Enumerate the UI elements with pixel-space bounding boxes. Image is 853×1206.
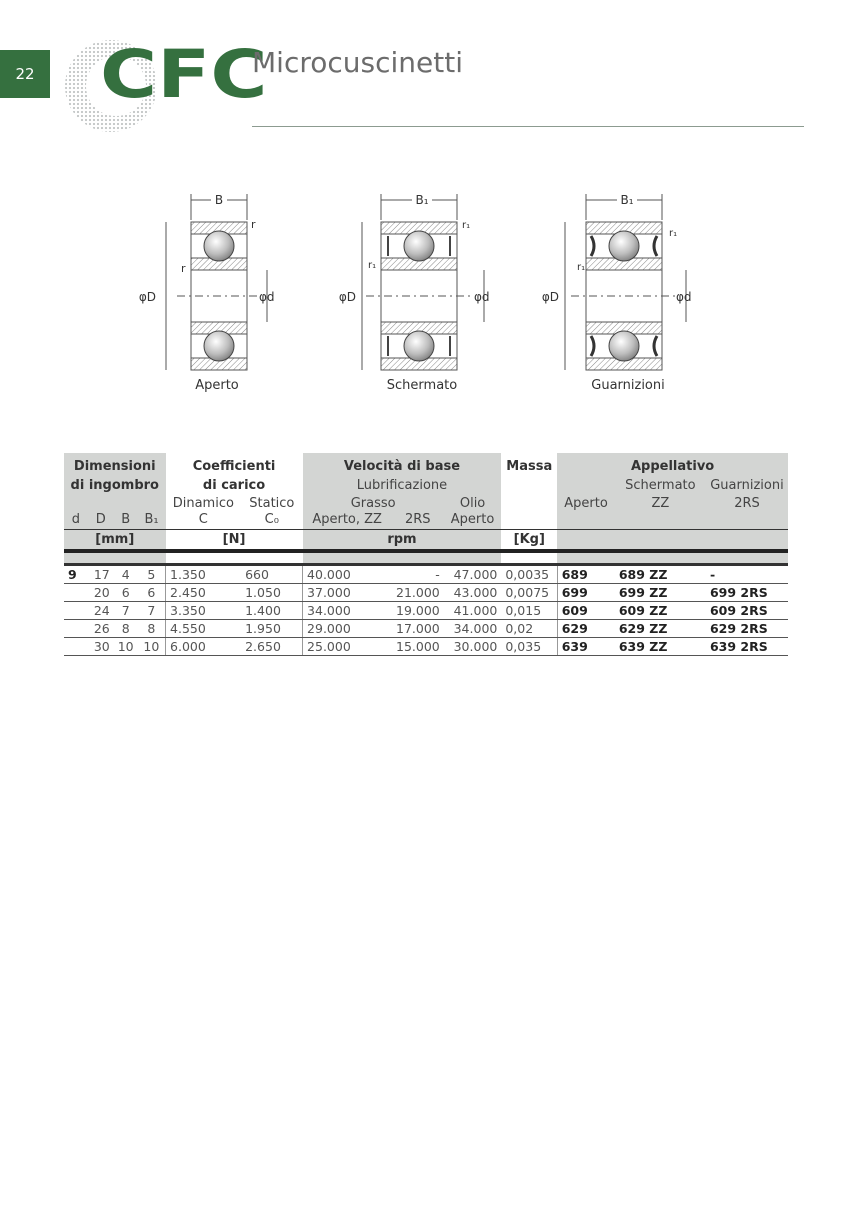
header-c0: C₀ — [241, 511, 302, 529]
cell-B: 10 — [114, 638, 138, 656]
svg-text:r₁: r₁ — [669, 228, 678, 239]
header-schermato-code: ZZ — [615, 495, 706, 511]
cell-grasso-zz: 40.000 — [303, 566, 392, 584]
caption-aperto: Aperto — [195, 378, 239, 393]
header-dinamico: Dinamico — [166, 495, 242, 511]
cell-schermato: 639 ZZ — [615, 638, 706, 656]
cell-D: 24 — [88, 602, 114, 620]
cell-olio: 43.000 — [444, 584, 502, 602]
cell-guarnizioni: 639 2RS — [706, 638, 788, 656]
header-guarnizioni-code: 2RS — [706, 495, 788, 511]
header-statico: Statico — [241, 495, 302, 511]
cell-c: 3.350 — [166, 602, 242, 620]
header-2rs: 2RS — [392, 511, 444, 529]
cell-massa: 0,015 — [501, 602, 557, 620]
header-guarnizioni: Guarnizioni — [706, 475, 788, 495]
cell-aperto: 609 — [557, 602, 615, 620]
cell-guarnizioni: 699 2RS — [706, 584, 788, 602]
cell-olio: 34.000 — [444, 620, 502, 638]
header-col-d: d — [64, 511, 88, 529]
cell-B1: 7 — [138, 602, 166, 620]
cell-c0: 660 — [241, 566, 302, 584]
cell-aperto: 639 — [557, 638, 615, 656]
header-dimensioni-line1: Dimensioni — [64, 453, 166, 475]
specification-table — [64, 453, 788, 656]
page-number-tab: 22 — [0, 50, 50, 98]
svg-text:φd: φd — [676, 290, 692, 304]
table-row — [64, 566, 788, 584]
cell-grasso-2rs: 21.000 — [392, 584, 444, 602]
cell-grasso-zz: 37.000 — [303, 584, 392, 602]
header-dimensioni-line2: di ingombro — [64, 475, 166, 495]
cell-c0: 1.400 — [241, 602, 302, 620]
header-olio-aperto: Aperto — [444, 511, 502, 529]
logo-wordmark: CFC — [100, 36, 268, 113]
unit-mm: [mm] — [64, 529, 166, 549]
cell-massa: 0,02 — [501, 620, 557, 638]
svg-text:φd: φd — [474, 290, 490, 304]
header-olio: Olio — [444, 495, 502, 511]
cell-d — [64, 584, 88, 602]
cell-guarnizioni: 609 2RS — [706, 602, 788, 620]
cell-d — [64, 638, 88, 656]
svg-text:B: B — [214, 193, 224, 207]
cell-grasso-zz: 25.000 — [303, 638, 392, 656]
header-grasso: Grasso — [303, 495, 444, 511]
header-coefficienti-line1: Coefficienti — [166, 453, 303, 475]
header-velocita: Velocità di base — [303, 453, 502, 475]
svg-text:B₁: B₁ — [620, 193, 634, 207]
header-lubrificazione: Lubrificazione — [303, 475, 502, 495]
table-row — [64, 620, 788, 638]
cell-B1: 8 — [138, 620, 166, 638]
cell-B1: 6 — [138, 584, 166, 602]
svg-text:B₁: B₁ — [415, 193, 429, 207]
cell-B: 6 — [114, 584, 138, 602]
caption-schermato: Schermato — [386, 378, 458, 393]
cell-B1: 10 — [138, 638, 166, 656]
cell-grasso-2rs: - — [392, 566, 444, 584]
header-massa: Massa — [501, 453, 557, 475]
cell-guarnizioni: - — [706, 566, 788, 584]
cell-schermato: 629 ZZ — [615, 620, 706, 638]
cell-massa: 0,0075 — [501, 584, 557, 602]
header-c: C — [166, 511, 242, 529]
svg-text:φd: φd — [259, 290, 275, 304]
bearing-diagrams — [0, 180, 853, 410]
cell-c0: 1.950 — [241, 620, 302, 638]
svg-text:r: r — [181, 262, 186, 275]
unit-rpm: rpm — [303, 529, 502, 549]
svg-text:r₁: r₁ — [368, 260, 377, 271]
svg-text:r₁: r₁ — [462, 220, 471, 231]
cell-grasso-zz: 29.000 — [303, 620, 392, 638]
cell-B: 4 — [114, 566, 138, 584]
cell-aperto: 699 — [557, 584, 615, 602]
table-row — [64, 638, 788, 656]
svg-text:φD: φD — [338, 290, 356, 304]
cell-grasso-2rs: 19.000 — [392, 602, 444, 620]
cell-c: 6.000 — [166, 638, 242, 656]
diagram-aperto — [139, 192, 275, 370]
cell-guarnizioni: 629 2RS — [706, 620, 788, 638]
cell-D: 17 — [88, 566, 114, 584]
unit-kg: [Kg] — [501, 529, 557, 549]
cell-c: 4.550 — [166, 620, 242, 638]
cell-olio: 47.000 — [444, 566, 502, 584]
cell-d: 9 — [64, 566, 88, 584]
header-col-B: B — [114, 511, 138, 529]
cell-B1: 5 — [138, 566, 166, 584]
svg-text:φD: φD — [541, 290, 559, 304]
cell-massa: 0,035 — [501, 638, 557, 656]
cell-grasso-2rs: 15.000 — [392, 638, 444, 656]
header-app-aperto: Aperto — [557, 495, 615, 511]
cell-c: 2.450 — [166, 584, 242, 602]
cell-grasso-2rs: 17.000 — [392, 620, 444, 638]
diagram-guarnizioni — [542, 192, 692, 370]
cell-c: 1.350 — [166, 566, 242, 584]
header-aperto-zz: Aperto, ZZ — [303, 511, 392, 529]
cell-B: 7 — [114, 602, 138, 620]
svg-text:r₁: r₁ — [577, 262, 586, 273]
cell-d — [64, 620, 88, 638]
cell-D: 30 — [88, 638, 114, 656]
header-col-B1: B₁ — [138, 511, 166, 529]
cell-aperto: 689 — [557, 566, 615, 584]
svg-text:φD: φD — [138, 290, 156, 304]
cell-d — [64, 602, 88, 620]
header-coefficienti-line2: di carico — [166, 475, 303, 495]
cell-schermato: 689 ZZ — [615, 566, 706, 584]
cell-schermato: 609 ZZ — [615, 602, 706, 620]
unit-n: [N] — [166, 529, 303, 549]
table-row — [64, 584, 788, 602]
cell-c0: 1.050 — [241, 584, 302, 602]
cell-D: 20 — [88, 584, 114, 602]
cell-aperto: 629 — [557, 620, 615, 638]
cell-grasso-zz: 34.000 — [303, 602, 392, 620]
diagram-schermato — [339, 192, 490, 370]
table-row — [64, 602, 788, 620]
header-col-D: D — [88, 511, 114, 529]
cell-schermato: 699 ZZ — [615, 584, 706, 602]
cell-massa: 0,0035 — [501, 566, 557, 584]
cell-olio: 30.000 — [444, 638, 502, 656]
cell-c0: 2.650 — [241, 638, 302, 656]
page-title: Microcuscinetti — [252, 46, 463, 79]
caption-guarnizioni: Guarnizioni — [591, 378, 665, 393]
cell-olio: 41.000 — [444, 602, 502, 620]
header-appellativo: Appellativo — [557, 453, 788, 475]
cell-B: 8 — [114, 620, 138, 638]
header-schermato: Schermato — [615, 475, 706, 495]
title-divider — [252, 126, 804, 127]
cell-D: 26 — [88, 620, 114, 638]
svg-text:r: r — [251, 218, 256, 231]
